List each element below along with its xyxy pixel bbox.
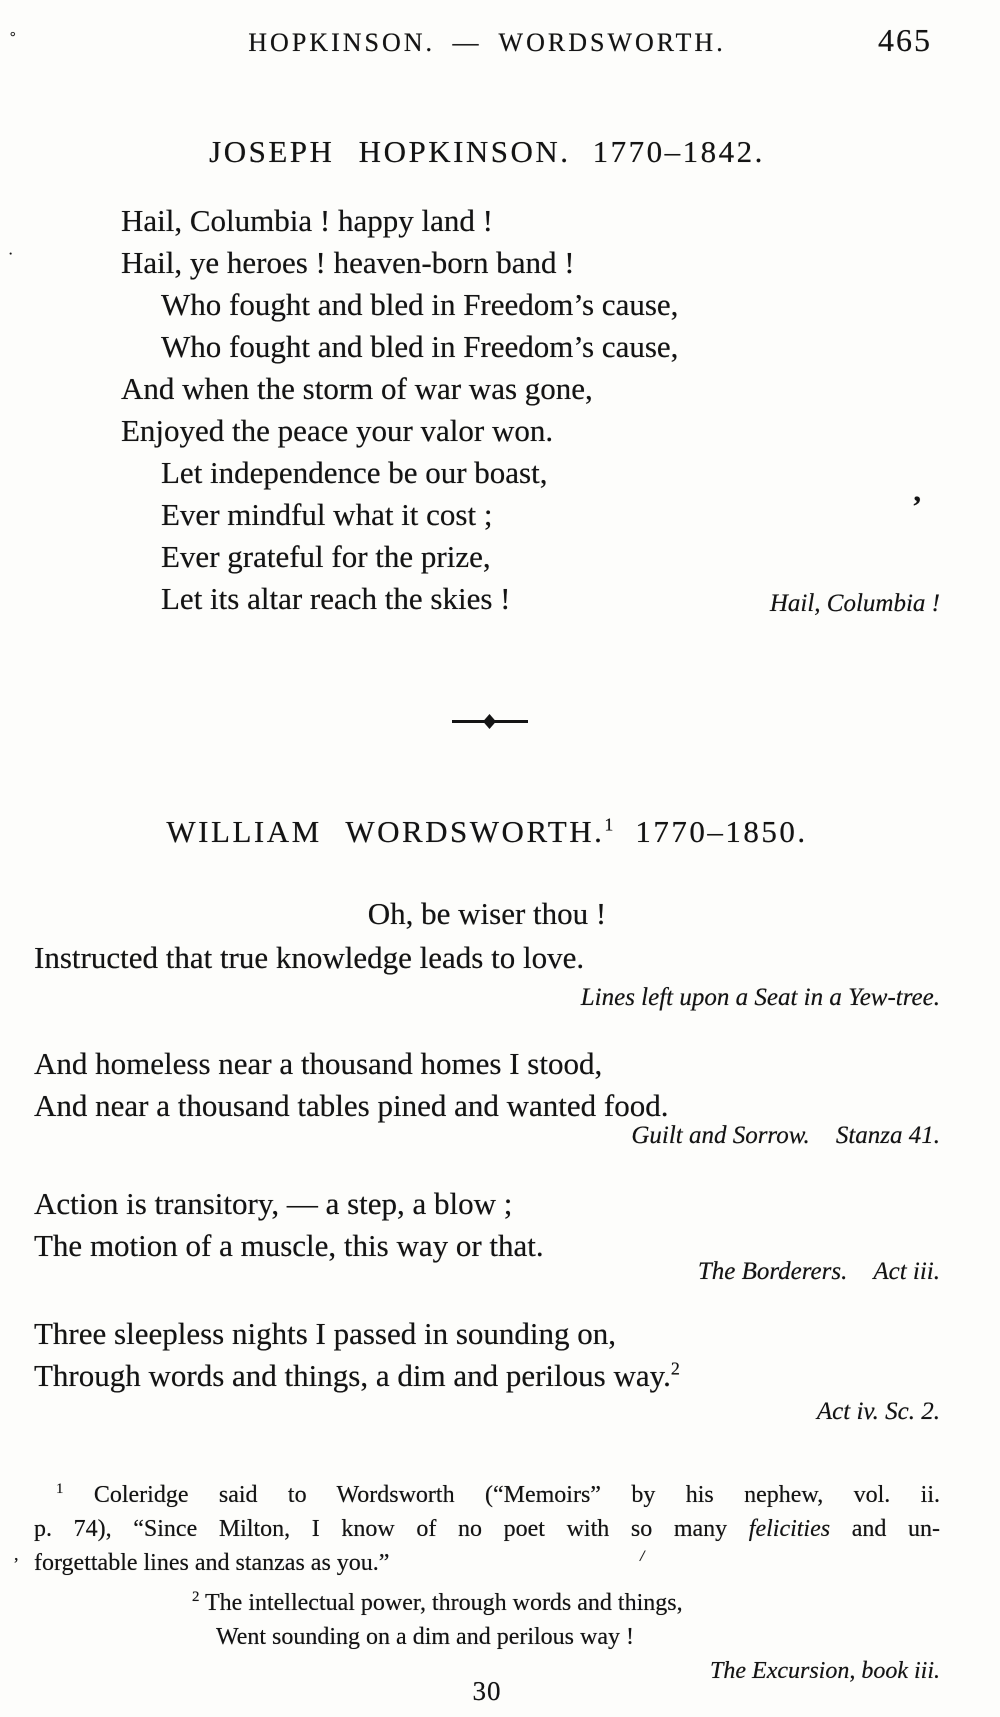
footnote-2-line-1 bbox=[34, 1580, 940, 1620]
wordsworth-footnote-marker: 1 bbox=[604, 814, 614, 835]
footnote-italic-word: felicities bbox=[748, 1516, 831, 1542]
attribution-work: Guilt and Sorrow. bbox=[631, 1122, 810, 1149]
running-header: HOPKINSON. — WORDSWORTH. bbox=[248, 28, 726, 57]
poem-line: Hail, ye heroes ! heaven-born band ! bbox=[121, 245, 575, 280]
footnote-text: Coleridge said to Wordsworth (“Memoirs” by his nephew, vol. ii. bbox=[63, 1482, 940, 1508]
poem-line: And when the storm of war was gone, bbox=[121, 371, 593, 406]
quote-footnote-marker: 2 bbox=[670, 1358, 680, 1379]
poem-line: Enjoyed the peace your valor won. bbox=[121, 413, 554, 448]
quote-line: Instructed that true knowledge leads to love. bbox=[34, 940, 585, 975]
footnote-2-line-2: Went sounding on a dim and perilous way ! bbox=[216, 1624, 634, 1650]
quote-line-text: Through words and things, a dim and perilous way. bbox=[34, 1358, 671, 1393]
attribution-location: Stanza 41. bbox=[835, 1122, 940, 1149]
footnote-text: and un- bbox=[830, 1516, 940, 1542]
quote-line: Oh, be wiser thou ! bbox=[367, 896, 607, 931]
attribution-guilt-and-sorrow bbox=[631, 1122, 940, 1150]
divider-diamond-icon bbox=[483, 714, 496, 729]
attribution-work: The Borderers. bbox=[697, 1258, 848, 1285]
poem-line: Let independence be our boast, bbox=[161, 455, 548, 490]
scan-artifact: , bbox=[14, 1544, 19, 1564]
attribution-location: Act iii. bbox=[873, 1258, 940, 1285]
hail-columbia-poem bbox=[121, 200, 678, 620]
poem-line: Ever grateful for the prize, bbox=[161, 539, 491, 574]
quote-line bbox=[34, 1358, 680, 1394]
wordsworth-section-heading bbox=[34, 814, 940, 850]
attribution-excursion: The Excursion, book iii. bbox=[710, 1658, 940, 1684]
hopkinson-dates: 1770–1842. bbox=[592, 134, 765, 169]
footnote-1-line-1 bbox=[34, 1472, 940, 1512]
poem-line: Hail, Columbia ! happy land ! bbox=[121, 203, 493, 238]
attribution-yew-tree: Lines left upon a Seat in a Yew-tree. bbox=[580, 984, 940, 1011]
quote-line: Action is transitory, — a step, a blow ; bbox=[34, 1186, 513, 1221]
footnote-1-line-2 bbox=[34, 1512, 940, 1546]
signature-mark: 30 bbox=[472, 1676, 502, 1706]
wordsworth-author-name: WILLIAM WORDSWORTH. bbox=[166, 814, 605, 849]
hopkinson-section-heading bbox=[34, 134, 940, 170]
poem-line: Who fought and bled in Freedom’s cause, bbox=[161, 329, 679, 364]
attribution-hail-columbia: Hail, Columbia ! bbox=[769, 590, 940, 617]
quote-line: Three sleepless nights I passed in sounding on, bbox=[34, 1316, 617, 1351]
footnote-text: p. 74), “Since Milton, I know of no poet with so many bbox=[34, 1516, 749, 1542]
poem-line: Ever mindful what it cost ; bbox=[161, 497, 493, 532]
quote-line: The motion of a muscle, this way or that. bbox=[34, 1228, 544, 1263]
section-divider bbox=[452, 714, 528, 730]
scan-artifact: ° bbox=[10, 30, 16, 45]
footnote-text: The intellectual power, through words and things, bbox=[199, 1590, 683, 1616]
scan-artifact: / bbox=[640, 1548, 645, 1565]
page-number: 465 bbox=[878, 22, 932, 58]
footnote-2-marker: 2 bbox=[192, 1589, 200, 1605]
footnotes-block bbox=[34, 1472, 940, 1688]
poem-line: Who fought and bled in Freedom’s cause, bbox=[161, 287, 679, 322]
footnote-1-marker: 1 bbox=[56, 1481, 64, 1497]
attribution-act-iv: Act iv. Sc. 2. bbox=[816, 1398, 940, 1425]
quote-line: And homeless near a thousand homes I stood, bbox=[34, 1046, 603, 1081]
footnote-1-line-3: forgettable lines and stanzas as you.” bbox=[34, 1550, 390, 1576]
attribution-borderers bbox=[698, 1258, 940, 1286]
wordsworth-dates: 1770–1850. bbox=[635, 814, 808, 849]
hopkinson-author-name: JOSEPH HOPKINSON. bbox=[209, 134, 571, 169]
scan-artifact: · bbox=[8, 246, 14, 263]
poem-line: Let its altar reach the skies ! bbox=[161, 581, 511, 616]
quote-line: And near a thousand tables pined and wanted food. bbox=[34, 1088, 669, 1123]
scan-artifact: ’ bbox=[912, 490, 922, 523]
